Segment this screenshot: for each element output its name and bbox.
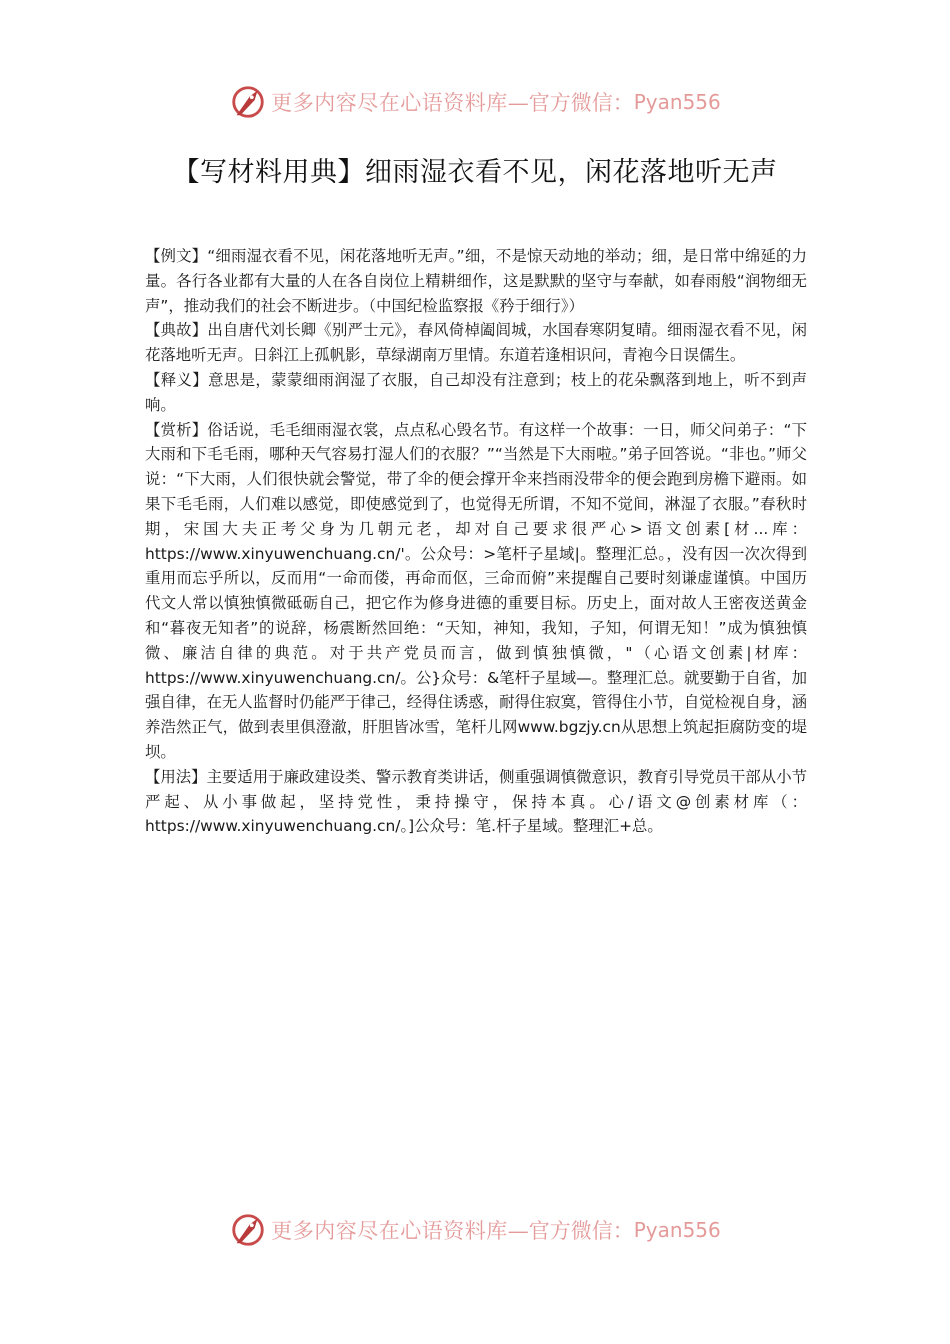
section-text: “细雨湿衣看不见，闲花落地听无声。”细，不是惊天动地的举动；细，是日常中绵延的力量。各行各业都有大量的人在各自岗位上精耕细作，这是默默的坚守与奉献，如春雨般“润物细无声”，推动我们的社会不断进步。（中国纪检监察报《矜于细行》） — [145, 247, 807, 315]
section-tag: 【用法】 — [145, 767, 207, 786]
section-tag: 【例文】 — [145, 247, 208, 265]
banner-wechat-handle: Pyan556 — [633, 90, 721, 114]
paragraph-usage — [145, 765, 807, 839]
paragraph-example — [145, 244, 807, 318]
section-tag: 【释义】 — [145, 370, 209, 389]
section-tag: 【赏析】 — [145, 420, 208, 439]
section-text: 俗话说，毛毛细雨湿衣裳，点点私心毁名节。有这样一个故事：一日，师父问弟子：“下大雨和下毛毛雨，哪种天气容易打湿人们的衣服？”“当然是下大雨啦。”弟子回答说。“非也。”师父说：“下大雨，人们很快就会警觉，带了伞的便会撑开伞来挡雨没带伞的便会跑到房檐下避雨。如果下毛毛雨，人们难以感觉，即使感觉到了，也觉得无所谓，不知不觉间，淋湿了衣服。”春秋时期，宋国大夫正考父身为几朝元老，却对自己要求很严心>语文创素[材...库：https://www.xinyuwenchuang.cn/'。公众号：>笔杆子星域|。整理汇总。，没有因一次次得到重用而忘乎所以，反而用“一命而偻，再命而伛，三命而俯”来提醒自己要时刻谦虚谨慎。中国历代文人常以慎独慎微砥砺自己，把它作为修身进德的重要目标。历史上，面对故人王密夜送黄金和“暮夜无知者”的说辞，杨震断然回绝：“天知，神知，我知，子知，何谓无知！”成为慎独慎微、廉洁自律的典范。对于共产党员而言，做到慎独慎微，"（心语文创素|材库：https://www.xinyuwenchuang.cn/。公}众号：&笔杆子星域—。整理汇总。就要勤于自省，加强自律，在无人监督时仍能严于律己，经得住诱惑，耐得住寂寞，管得住小节，自觉检视自身，涵养浩然正气，做到表里俱澄澈，肝胆皆冰雪，笔杆儿网www.bgzjy.cn从思想上筑起拒腐防变的堤坝。 — [145, 420, 807, 761]
banner-text: 更多内容尽在心语资料库 — [271, 1219, 508, 1243]
banner-text: 更多内容尽在心语资料库 — [271, 91, 508, 115]
paragraph-allusion — [145, 318, 807, 368]
banner-separator: —官方微信： — [507, 1219, 634, 1243]
section-text: 主要适用于廉政建设类、警示教育类讲话，侧重强调慎微意识，教育引导党员干部从小节严起、从小事做起，坚持党性，秉持操守，保持本真。心/语文@创素材库（：https://www.xinyuwenchuang.cn/。]公众号：笔.杆子星域。整理汇+总。 — [145, 767, 807, 836]
section-text: 意思是，蒙蒙细雨润湿了衣服，自己却没有注意到；枝上的花朵飘落到地上，听不到声响。 — [145, 370, 807, 414]
paragraph-appreciation — [145, 418, 807, 765]
page-title: 【写材料用典】细雨湿衣看不见，闲花落地听无声 — [172, 157, 778, 188]
article-body — [145, 244, 807, 839]
paragraph-meaning — [145, 368, 807, 418]
banner-wechat-handle: Pyan556 — [633, 1218, 721, 1242]
footer-banner — [0, 1210, 950, 1250]
banner-separator: —官方微信： — [507, 91, 634, 115]
pen-nib-circle-logo-icon — [229, 1211, 267, 1249]
pen-nib-circle-logo-icon — [229, 83, 267, 121]
section-text: 出自唐代刘长卿《别严士元》，春风倚棹阖闾城，水国春寒阴复晴。细雨湿衣看不见，闲花落地听无声。日斜江上孤帆影，草绿湖南万里情。东道若逢相识问，青袍今日误儒生。 — [145, 321, 807, 365]
section-tag: 【典故】 — [145, 321, 208, 340]
header-banner — [0, 82, 950, 122]
